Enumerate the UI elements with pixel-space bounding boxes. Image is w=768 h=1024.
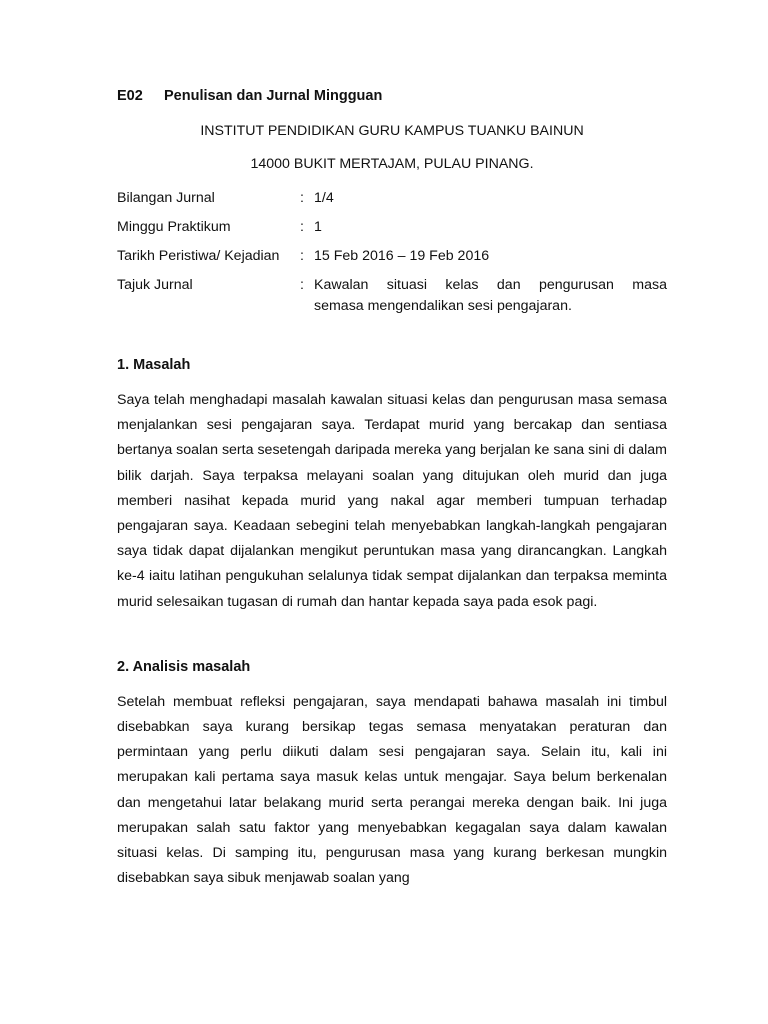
- meta-value: [314, 275, 667, 317]
- meta-value: 15 Feb 2016 – 19 Feb 2016: [314, 248, 490, 264]
- meta-label: Tarikh Peristiwa/ Kejadian: [117, 248, 280, 264]
- meta-colon: :: [300, 277, 304, 293]
- journal-title-line-2: semasa mengendalikan sesi pengajaran.: [314, 298, 572, 314]
- meta-label: Bilangan Jurnal: [117, 190, 215, 206]
- document-header: [117, 86, 667, 106]
- meta-row-journal-title: [117, 275, 667, 317]
- document-title: Penulisan dan Jurnal Mingguan: [164, 88, 383, 104]
- institution-address: 14000 BUKIT MERTAJAM, PULAU PINANG.: [250, 156, 534, 172]
- journal-meta: [117, 188, 667, 317]
- institution-name: INSTITUT PENDIDIKAN GURU KAMPUS TUANKU BAINUN: [200, 123, 584, 139]
- section-title-analisis: 2. Analisis masalah: [117, 658, 251, 675]
- meta-value: 1/4: [314, 190, 334, 206]
- meta-label: Tajuk Jurnal: [117, 277, 193, 293]
- meta-value: 1: [314, 219, 322, 235]
- meta-label: Minggu Praktikum: [117, 219, 231, 235]
- section-title-masalah: 1. Masalah: [117, 357, 191, 373]
- document-body: [117, 86, 667, 891]
- section-body-analisis: Setelah membuat refleksi pengajaran, saya mendapati bahawa masalah ini timbul disebabkan saya kurang bersikap tegas semasa menyatakan peraturan dan permintaan yang perlu diikuti dalam sesi pengajaran saya. Selain itu, kali ini merupakan kali pertama saya masuk kelas untuk mengajar. Saya belum berkenalan dan mengetahui latar belakang murid serta perangai mereka dengan baik. Ini juga merupakan salah satu faktor yang menyebabkan kegagalan saya dalam kawalan situasi kelas. Di samping itu, pengurusan masa yang kurang berkesan mungkin disebabkan saya sibuk menjawab soalan yang: [117, 693, 667, 887]
- meta-colon: :: [300, 219, 304, 235]
- meta-row-event-date: [117, 246, 667, 267]
- meta-colon: :: [300, 190, 304, 206]
- document-code: E02: [117, 88, 143, 104]
- meta-row-practicum-week: [117, 217, 667, 238]
- meta-colon: :: [300, 248, 304, 264]
- meta-row-journal-number: [117, 188, 667, 209]
- section-body-masalah: Saya telah menghadapi masalah kawalan situasi kelas dan pengurusan masa semasa menjalankan sesi pengajaran saya. Terdapat murid yang bercakap dan sentiasa bertanya soalan serta sesetengah daripada mereka yang berjalan ke sana sini di dalam bilik darjah. Saya terpaksa melayani soalan yang ditujukan oleh murid dan juga memberi nasihat kepada murid yang nakal agar memberi tumpuan terhadap pengajaran saya. Keadaan sebegini telah menyebabkan langkah-langkah pengajaran saya tidak dapat dijalankan mengikut peruntukan masa yang dirancangkan. Langkah ke-4 iaitu latihan pengukuhan selalunya tidak sempat dijalankan dan terpaksa meminta murid selesaikan tugasan di rumah dan hantar kepada saya pada esok pagi.: [117, 392, 667, 610]
- journal-title-line-1: Kawalan situasi kelas dan pengurusan masa: [314, 277, 667, 293]
